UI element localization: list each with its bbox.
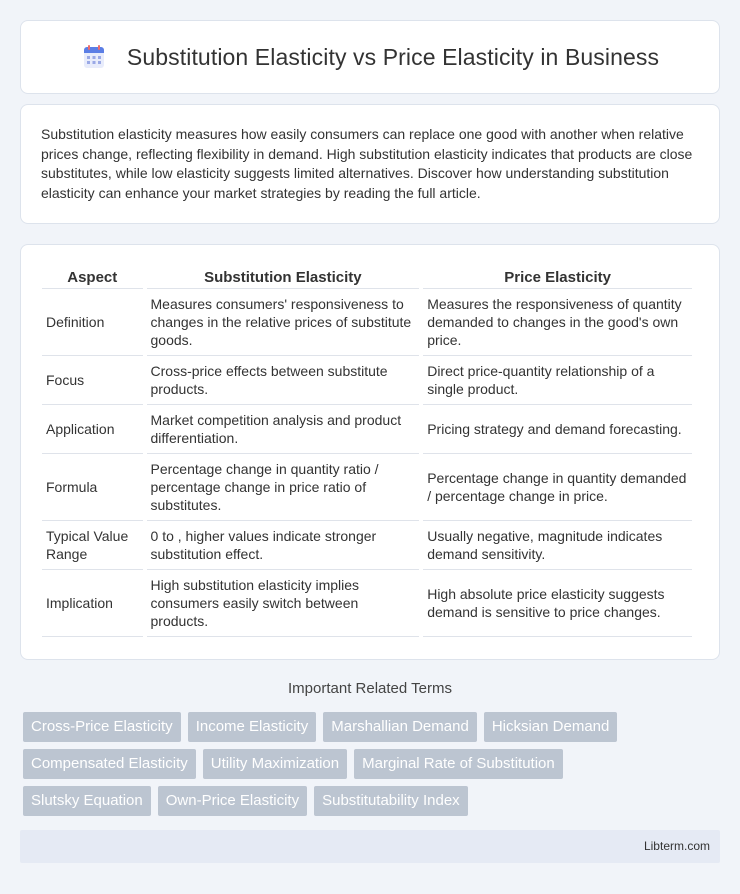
row-substitution: Measures consumers' responsiveness to changes in the relative prices of substitute goods. [147, 289, 420, 356]
intro-text: Substitution elasticity measures how easily consumers can replace one good with another when relative prices change, reflecting flexibility in demand. High substitution elasticity indicates that products are close substitutes, while low elasticity suggests limited alternatives. Discover how understanding substitution elasticity can enhance your market strategies by reading the full article. [41, 126, 693, 201]
table-row [42, 521, 692, 570]
table-row [42, 570, 692, 637]
tag-cross-price-elasticity[interactable]: Cross-Price Elasticity [23, 712, 181, 742]
row-aspect: Application [42, 405, 143, 454]
page-title: Substitution Elasticity vs Price Elasticity in Business [126, 43, 660, 70]
row-price: Pricing strategy and demand forecasting. [423, 405, 692, 454]
row-aspect: Definition [42, 289, 143, 356]
table-row [42, 356, 692, 405]
tag-own-price-elasticity[interactable]: Own-Price Elasticity [158, 786, 307, 816]
row-substitution: Market competition analysis and product differentiation. [147, 405, 420, 454]
row-price: High absolute price elasticity suggests demand is sensitive to price changes. [423, 570, 692, 637]
row-price: Usually negative, magnitude indicates demand sensitivity. [423, 521, 692, 570]
tag-hicksian-demand[interactable]: Hicksian Demand [484, 712, 618, 742]
calendar-grid-icon [81, 44, 107, 70]
tag-compensated-elasticity[interactable]: Compensated Elasticity [23, 749, 196, 779]
tag-utility-maximization[interactable]: Utility Maximization [203, 749, 347, 779]
row-aspect: Typical Value Range [42, 521, 143, 570]
table-row [42, 289, 692, 356]
row-substitution: Cross-price effects between substitute products. [147, 356, 420, 405]
header-card [20, 20, 720, 94]
related-terms-list [23, 712, 723, 823]
table-row [42, 405, 692, 454]
comparison-card [20, 244, 720, 660]
table-header-row [42, 265, 692, 289]
row-substitution: Percentage change in quantity ratio / percentage change in price ratio of substitutes. [147, 454, 420, 521]
row-substitution: 0 to , higher values indicate stronger substitution effect. [147, 521, 420, 570]
tag-substitutability-index[interactable]: Substitutability Index [314, 786, 468, 816]
row-price: Measures the responsiveness of quantity demanded to changes in the good's own price. [423, 289, 692, 356]
tag-slutsky-equation[interactable]: Slutsky Equation [23, 786, 151, 816]
column-header-aspect: Aspect [42, 265, 143, 289]
row-price: Direct price-quantity relationship of a single product. [423, 356, 692, 405]
column-header-price: Price Elasticity [423, 265, 692, 289]
tag-income-elasticity[interactable]: Income Elasticity [188, 712, 317, 742]
row-aspect: Formula [42, 454, 143, 521]
intro-card [20, 104, 720, 224]
footer [20, 830, 720, 863]
table-row [42, 454, 692, 521]
row-price: Percentage change in quantity demanded / percentage change in price. [423, 454, 692, 521]
row-aspect: Implication [42, 570, 143, 637]
column-header-substitution: Substitution Elasticity [147, 265, 420, 289]
tag-marginal-rate-of-substitution[interactable]: Marginal Rate of Substitution [354, 749, 563, 779]
footer-site-link[interactable]: Libterm.com [643, 839, 710, 853]
related-terms-heading: Important Related Terms [288, 680, 452, 697]
row-aspect: Focus [42, 356, 143, 405]
tag-marshallian-demand[interactable]: Marshallian Demand [323, 712, 477, 742]
row-substitution: High substitution elasticity implies consumers easily switch between products. [147, 570, 420, 637]
comparison-table [38, 265, 696, 637]
